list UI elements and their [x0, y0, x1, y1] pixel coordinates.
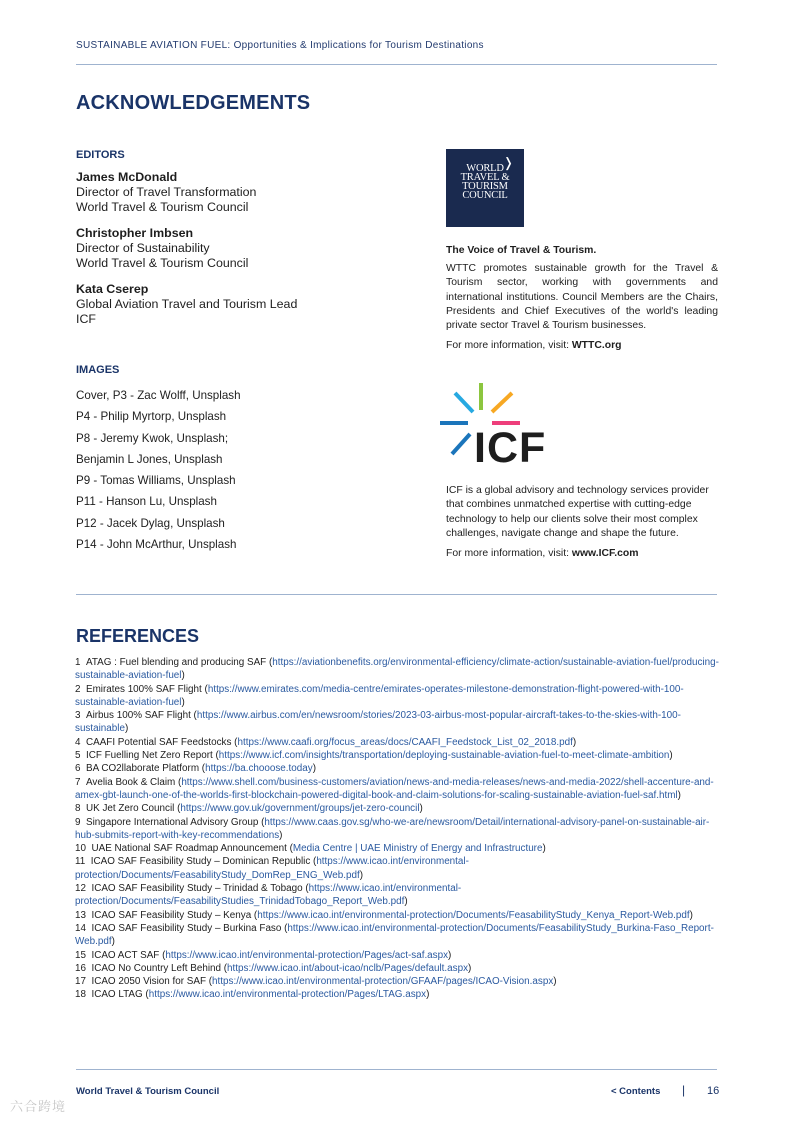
- reference-title: ICAO SAF Feasibility Study – Kenya (: [85, 909, 258, 921]
- reference-title: ICF Fuelling Net Zero Report (: [80, 750, 219, 762]
- editor-role: Director of Sustainability: [76, 241, 210, 255]
- reference-title: Singapore International Advisory Group (: [80, 816, 265, 828]
- image-credit: Cover, P3 - Zac Wolff, Unsplash: [76, 389, 241, 402]
- reference-close: ): [572, 736, 577, 748]
- reference-item: [75, 762, 720, 775]
- reference-number: 15: [75, 949, 86, 961]
- reference-item: [75, 842, 720, 855]
- wttc-description: WTTC promotes sustainable growth for the Travel & Tourism sector, working with governments and international institutions. Council Members are the Chairs, Presidents and Chief Executives of the world's leading private sector Travel & Tourism businesses.: [446, 263, 718, 332]
- reference-title: ICAO SAF Feasibility Study – Burkina Faso (: [85, 922, 288, 934]
- icf-description: ICF is a global advisory and technology services provider that combines unmatched expertise with cutting-edge technology to help our clients solve their most complex challenges, navigate change and shape the future.: [446, 485, 709, 539]
- reference-number: 13: [75, 909, 86, 921]
- reference-number: 11: [75, 856, 86, 868]
- reference-link[interactable]: https://www.icao.int/environmental-protection/Pages/act-saf.aspx: [165, 949, 449, 961]
- reference-link[interactable]: https://www.caas.gov.sg/who-we-are/newsroom/Detail/international-advisory-panel-on-sustainable-air-hub-submits-report-with-key-recommendations: [75, 816, 710, 841]
- editor-name: James McDonald: [76, 170, 178, 184]
- icf-more-prefix: For more information, visit:: [446, 548, 572, 559]
- image-credit: P12 - Jacek Dylag, Unsplash: [76, 516, 225, 530]
- wttc-logo-line: TOURISM: [462, 181, 508, 192]
- reference-close: ): [404, 896, 408, 908]
- references-title: REFERENCES: [76, 626, 200, 646]
- reference-link[interactable]: https://www.icao.int/environmental-protection/Documents/FeasabilityStudy_DomRep_ENG_Web.pdf: [75, 856, 469, 881]
- reference-link[interactable]: Media Centre | UAE Ministry of Energy and Infrastructure: [292, 843, 543, 855]
- reference-title: ICAO ACT SAF (: [85, 949, 166, 961]
- reference-close: ): [312, 763, 316, 775]
- icf-logo-wordmark: ICF: [474, 424, 547, 472]
- reference-number: 17: [75, 976, 86, 988]
- image-credit: P9 - Tomas Williams, Unsplash: [76, 474, 236, 488]
- reference-item: [75, 802, 720, 815]
- editor-org: World Travel & Tourism Council: [76, 200, 249, 214]
- reference-title: ICAO SAF Feasibility Study – Dominican Republic (: [85, 856, 317, 868]
- reference-number: 12: [75, 883, 86, 895]
- wttc-more-prefix: For more information, visit:: [446, 340, 572, 351]
- editor-role: Global Aviation Travel and Tourism Lead: [76, 297, 298, 311]
- running-header: SUSTAINABLE AVIATION FUEL: Opportunities & Implications for Tourism Destinations: [76, 40, 484, 51]
- references-list: [75, 656, 720, 1002]
- reference-item: [75, 816, 720, 843]
- reference-link[interactable]: https://www.emirates.com/media-centre/emirates-operates-milestone-demonstration-flight-powered-with-100-sustainable-aviation-fuel: [75, 683, 684, 708]
- watermark: 六合跨境: [10, 1099, 67, 1114]
- editor-entry: [76, 170, 256, 215]
- reference-close: ): [181, 670, 185, 682]
- reference-close: ): [124, 723, 129, 735]
- reference-item: [75, 683, 720, 710]
- image-credit: P14 - John McArthur, Unsplash: [76, 538, 237, 552]
- reference-number: 16: [75, 962, 86, 974]
- editor-entry: [76, 282, 297, 327]
- reference-link[interactable]: https://www.shell.com/business-customers/aviation/news-and-media-releases/news-and-media-2022/shell-accenture-and-amex-gbt-launch-one-of-the-worlds-first-blockchain-powered-digital-book-and-claim-solutions-for-scaling-sustainable-aviation-fuel-saf.html: [75, 776, 714, 801]
- reference-close: ): [181, 696, 185, 708]
- header-rule: [76, 64, 717, 65]
- reference-number: 7: [75, 776, 81, 788]
- reference-link[interactable]: https://www.caafi.org/focus_areas/docs/CAAFI_Feedstock_List_02_2018.pdf: [237, 736, 573, 748]
- reference-title: Emirates 100% SAF Flight (: [80, 683, 208, 695]
- editor-entry: [76, 226, 248, 271]
- reference-item: [75, 909, 720, 922]
- reference-item: [75, 709, 720, 736]
- reference-link[interactable]: https://www.airbus.com/en/newsroom/stories/2023-03-airbus-most-popular-aircraft-takes-to-the-skies-with-100-sustainable: [75, 710, 681, 735]
- section-divider: [76, 594, 717, 595]
- editor-org: ICF: [76, 312, 96, 326]
- editor-name: Kata Cserep: [76, 282, 149, 296]
- reference-close: ): [669, 750, 673, 762]
- reference-item: [75, 962, 720, 975]
- footer-rule: [76, 1069, 717, 1070]
- reference-number: 1: [75, 657, 81, 668]
- reference-link[interactable]: https://www.icao.int/environmental-protection/Documents/FeasabilityStudy_Kenya_Report-Web.pdf: [257, 909, 690, 921]
- wttc-more-info: [446, 340, 622, 351]
- reference-item: [75, 736, 720, 749]
- contents-link[interactable]: < Contents: [611, 1086, 661, 1097]
- footer-separator: |: [682, 1083, 686, 1097]
- reference-item: [75, 988, 720, 1001]
- reference-title: CAAFI Potential SAF Feedstocks (: [80, 736, 238, 748]
- reference-item: [75, 882, 720, 909]
- reference-number: 9: [75, 816, 81, 828]
- reference-item: [75, 656, 720, 683]
- reference-title: Avelia Book & Claim (: [80, 776, 182, 788]
- wttc-logo-line: TRAVEL &: [460, 172, 510, 183]
- reference-number: 5: [75, 750, 81, 762]
- reference-close: ): [279, 829, 283, 841]
- wttc-logo-line: COUNCIL: [462, 190, 508, 201]
- reference-item: [75, 776, 720, 803]
- reference-title: ICAO SAF Feasibility Study – Trinidad & Tobago (: [85, 883, 309, 895]
- reference-item: [75, 949, 720, 962]
- editors-heading: EDITORS: [76, 149, 125, 161]
- reference-item: [75, 749, 720, 762]
- reference-close: ): [426, 989, 430, 1001]
- reference-title: BA CO2llaborate Platform (: [80, 763, 206, 775]
- reference-title: ATAG : Fuel blending and producing SAF (: [80, 657, 273, 668]
- reference-item: [75, 922, 720, 949]
- reference-number: 2: [75, 683, 81, 695]
- image-credit: P4 - Philip Myrtorp, Unsplash: [76, 410, 227, 424]
- reference-number: 18: [75, 989, 86, 1001]
- wttc-logo: [446, 149, 524, 227]
- reference-item: [75, 855, 720, 882]
- reference-close: ): [419, 803, 423, 815]
- reference-link[interactable]: https://www.icao.int/environmental-protection/Documents/FeasabilityStudies_TrinidadTobago_Report_Web.pdf: [75, 883, 462, 908]
- page-number: 16: [707, 1085, 720, 1097]
- editor-role: Director of Travel Transformation: [76, 185, 257, 199]
- reference-title: ICAO LTAG (: [85, 989, 149, 1001]
- icf-link[interactable]: www.ICF.com: [571, 548, 639, 559]
- reference-close: ): [689, 909, 693, 921]
- reference-number: 14: [75, 922, 86, 934]
- reference-close: ): [542, 843, 546, 855]
- icf-more-info: [446, 548, 638, 559]
- reference-link[interactable]: https://ba.chooose.today: [205, 763, 313, 775]
- reference-link[interactable]: https://aviationbenefits.org/environmental-efficiency/climate-action/sustainable-aviation-fuel/producing-sustainable-aviation-fuel: [75, 657, 719, 682]
- editor-org: World Travel & Tourism Council: [76, 256, 249, 270]
- reference-number: 6: [75, 763, 81, 775]
- reference-item: [75, 975, 720, 988]
- reference-title: UK Jet Zero Council (: [80, 803, 181, 815]
- reference-title: UAE National SAF Roadmap Announcement (: [85, 843, 293, 855]
- reference-link[interactable]: https://www.icao.int/environmental-protection/Pages/LTAG.aspx: [148, 989, 427, 1001]
- reference-title: ICAO 2050 Vision for SAF (: [85, 976, 213, 988]
- wttc-logo-line: WORLD: [466, 163, 504, 174]
- reference-close: ): [359, 869, 363, 881]
- reference-link[interactable]: https://www.icf.com/insights/transportation/deploying-sustainable-aviation-fuel-to-meet-climate-ambition: [218, 750, 670, 762]
- wttc-logo-mark-icon: ❭: [503, 155, 514, 170]
- reference-number: 8: [75, 803, 81, 815]
- wttc-link[interactable]: WTTC.org: [571, 340, 622, 351]
- image-credit: P8 - Jeremy Kwok, Unsplash;: [76, 431, 229, 445]
- editor-name: Christopher Imbsen: [76, 226, 194, 240]
- reference-title: Airbus 100% SAF Flight (: [80, 710, 197, 722]
- images-heading: IMAGES: [76, 364, 120, 376]
- reference-close: ): [111, 936, 115, 948]
- reference-close: ): [553, 976, 557, 988]
- reference-number: 4: [75, 736, 81, 748]
- reference-close: ): [448, 949, 452, 961]
- acknowledgements-title: ACKNOWLEDGEMENTS: [76, 92, 311, 114]
- reference-title: ICAO No Country Left Behind (: [85, 962, 228, 974]
- reference-close: ): [677, 789, 681, 801]
- reference-link[interactable]: https://www.icao.int/environmental-protection/Documents/FeasabilityStudy_Burkina-Faso_Report-Web.pdf: [75, 922, 714, 948]
- reference-number: 3: [75, 710, 81, 722]
- reference-link[interactable]: https://www.icao.int/about-icao/nclb/Pages/default.aspx: [227, 962, 469, 974]
- wttc-tagline: The Voice of Travel & Tourism.: [446, 245, 597, 256]
- reference-number: 10: [75, 843, 86, 855]
- image-credit: P11 - Hanson Lu, Unsplash: [76, 495, 217, 509]
- image-credit: Benjamin L Jones, Unsplash: [76, 452, 223, 466]
- reference-link[interactable]: https://www.icao.int/environmental-protection/GFAAF/pages/ICAO-Vision.aspx: [212, 976, 554, 988]
- footer-org: World Travel & Tourism Council: [76, 1086, 220, 1097]
- reference-link[interactable]: https://www.gov.uk/government/groups/jet-zero-council: [180, 803, 420, 815]
- reference-close: ): [468, 962, 472, 974]
- image-credits-list: [76, 387, 241, 557]
